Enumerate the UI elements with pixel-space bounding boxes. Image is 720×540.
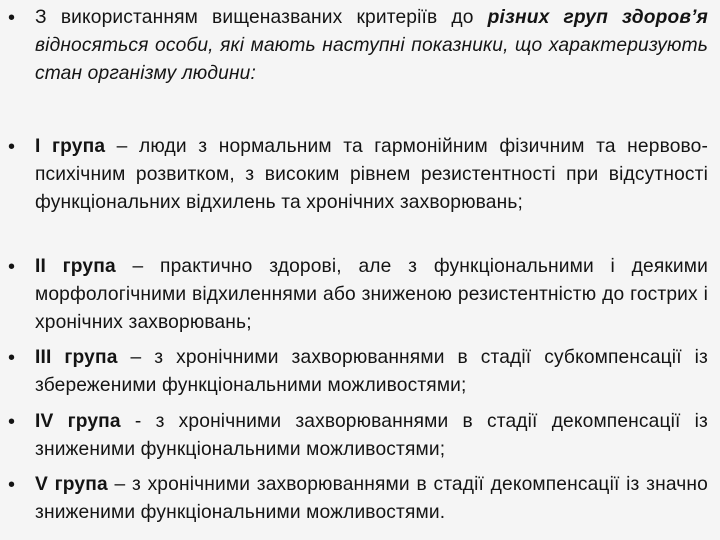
group-4-name: IV група (35, 411, 121, 432)
group-2-name: II група (35, 256, 116, 277)
bullet-icon: • (8, 7, 16, 29)
group-5-text (35, 471, 708, 527)
group-1-item (8, 133, 708, 217)
group-5-item (8, 471, 708, 527)
group-3-name: III група (35, 347, 118, 368)
group-5-description: – з хронічними захворюваннями в стадії декомпенсації із значно зниженими функціональними можливостями. (35, 474, 708, 523)
bullet-icon: • (8, 474, 16, 496)
group-1-text (35, 133, 708, 217)
intro-bullet (8, 4, 708, 88)
group-1-name: I група (35, 136, 106, 157)
group-3-description: – з хронічними захворюваннями в стадії субкомпенсації із збереженими функціональними можливостями; (35, 347, 708, 396)
group-2-text (35, 253, 708, 337)
bullet-icon: • (8, 256, 16, 278)
intro-text (35, 4, 708, 88)
bullet-icon: • (8, 411, 16, 433)
group-1-description: – люди з нормальним та гармонійним фізичним та нервово-психічним розвитком, з високим рівнем резистентності при відсутності функціональних відхилень та хронічних захворювань; (35, 136, 709, 213)
group-4-description: - з хронічними захворюваннями в стадії декомпенсації із зниженими функціональними можливостями; (35, 411, 708, 460)
group-4-item (8, 408, 708, 464)
group-3-item (8, 344, 708, 400)
group-5-name: V група (35, 474, 108, 495)
bullet-icon: • (8, 136, 16, 158)
group-4-text (35, 408, 708, 464)
intro-rest: відносяться особи, які мають наступні показники, що характеризують стан організму людини: (35, 35, 708, 84)
group-3-text (35, 344, 708, 400)
group-2-description: – практично здорові, але з функціональними і деякими морфологічними відхиленнями або зниженою резистентністю до гострих і хронічних захворювань; (35, 256, 708, 333)
group-2-item (8, 253, 708, 337)
intro-lead: З використанням вищеназваних критеріїв до (35, 7, 488, 28)
bullet-icon: • (8, 347, 16, 369)
intro-emphasis: різних груп здоров’я (487, 7, 708, 28)
